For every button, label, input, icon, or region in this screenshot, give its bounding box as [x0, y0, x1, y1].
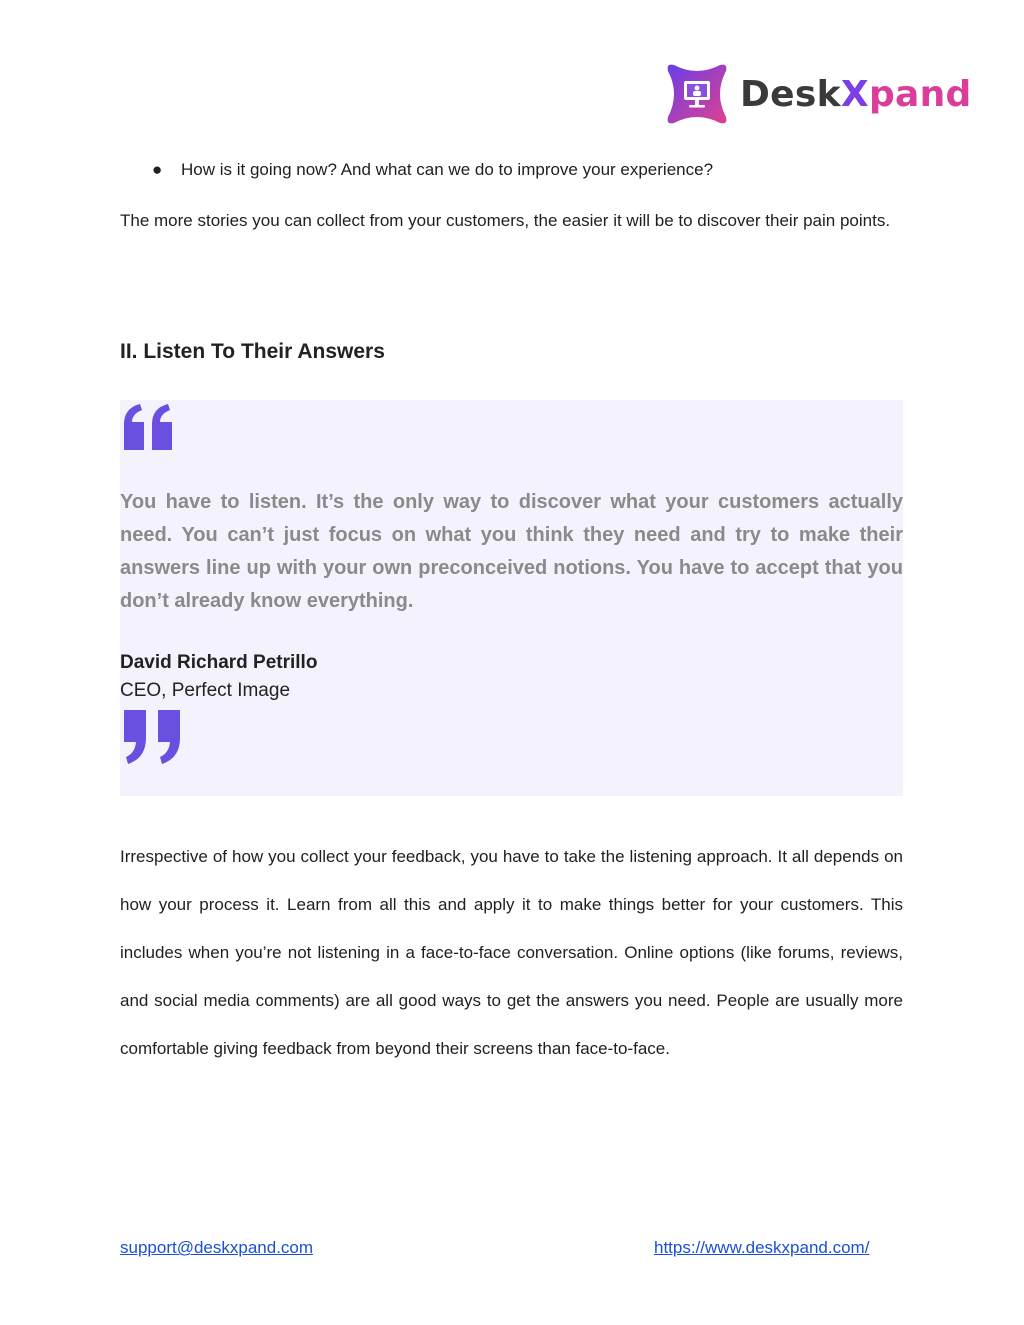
open-quote-icon [120, 402, 178, 452]
monitor-person-icon [664, 61, 730, 127]
section-heading: II. Listen To Their Answers [120, 340, 385, 363]
brand-name: DeskXpand [740, 73, 972, 115]
quote-author-role: CEO, Perfect Image [120, 680, 291, 701]
footer-email-link[interactable]: support@deskxpand.com [120, 1238, 314, 1257]
body-paragraph: Irrespective of how you collect your feedback, you have to take the listening approach. It all depends on how your process it. Learn from all this and apply it to make things better for your customers. This includes when you’re not listening in a face-to-face conversation. Online options (like forums, reviews, and social media comments) are all good ways to get the answers you need. People are usually more comfortable giving feedback from beyond their screens than face-to-face. [120, 847, 903, 1058]
close-quote-icon [120, 708, 186, 766]
quote-block [120, 400, 903, 796]
footer-website-link[interactable]: https://www.deskxpand.com/ [654, 1238, 870, 1257]
brand-logo [664, 60, 972, 128]
intro-paragraph: The more stories you can collect from your customers, the easier it will be to discover their pain points. [120, 211, 891, 230]
bullet-text: How is it going now? And what can we do to improve your experience? [181, 160, 714, 179]
quote-text: You have to listen. It’s the only way to discover what your customers actually need. You can’t just focus on what you think they need and try to make their answers line up with your own preconceived notions. You have to accept that you don’t already know everything. [120, 491, 903, 612]
quote-author: David Richard Petrillo [120, 652, 318, 673]
bullet-dot: ● [152, 160, 163, 179]
